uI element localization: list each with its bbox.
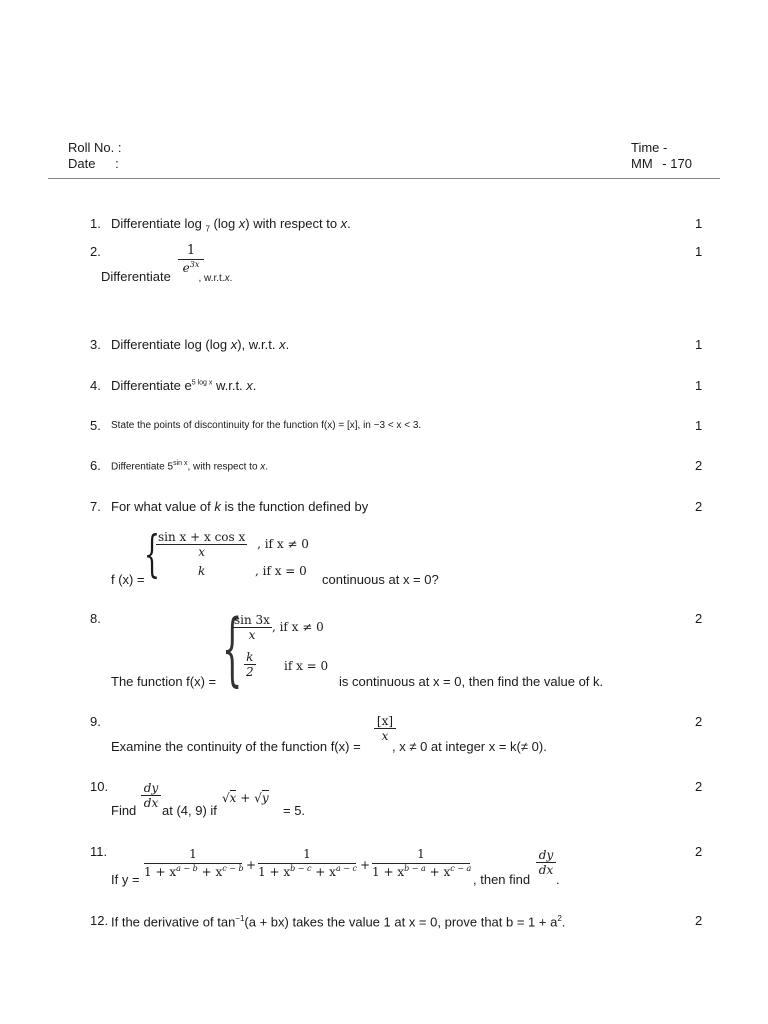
- q9-fraction: [x] x: [374, 714, 396, 743]
- question-text: If y =: [111, 872, 140, 887]
- question-marks: 2: [695, 714, 703, 729]
- q2-frac-den: $e^{3x}$: [182, 260, 200, 275]
- q1-var: x: [238, 216, 246, 231]
- q2-wrt: , w.r.t.x.: [198, 273, 233, 284]
- date-colon: :: [115, 156, 119, 171]
- q1-text-b: (log: [209, 216, 239, 231]
- question-text: If the derivative of $\tan^{-1}(a + bx)$ takes the value 1 at x = 0, prove that $b = 1 + a^2$.: [111, 914, 566, 930]
- q11-end: .: [556, 872, 560, 887]
- q1-end: .: [347, 216, 351, 231]
- q1-var-2: x: [340, 216, 348, 231]
- q10-radicals: √x + √y: [222, 791, 269, 805]
- q11-term1: 1 $1 + x^{a - b} + x^{c - b}$: [144, 847, 244, 879]
- question-marks: 1: [695, 378, 703, 393]
- question-text: [101, 269, 232, 284]
- question-number: 5.: [90, 418, 101, 433]
- q8-case2: $\frac{k}{2}$: [246, 650, 254, 679]
- question-marks: 1: [695, 337, 703, 352]
- mm-value: - 170: [662, 156, 692, 171]
- question-text: Differentiate log (log x), w.r.t. x.: [111, 337, 290, 352]
- q11-term2: 1 $1 + x^{b - c} + x^{a - c}$: [258, 847, 357, 879]
- q10-tail: = 5.: [283, 803, 306, 818]
- q2-text: Differentiate: [101, 269, 175, 284]
- question-number: 10.: [90, 779, 109, 794]
- q7-case2-value: k: [198, 564, 206, 578]
- q7-fx: f (x) =: [111, 572, 145, 587]
- question-marks: 2: [695, 611, 703, 626]
- q1-text: Differentiate log: [111, 216, 206, 231]
- question-marks: 1: [695, 418, 703, 433]
- question-text: For what value of k is the function defined by: [111, 499, 369, 514]
- question-marks: 1: [695, 244, 703, 259]
- q2-frac-num: 1: [178, 243, 204, 260]
- question-text: State the points of discontinuity for the function f(x) = [x], in −3 < x < 3.: [111, 420, 422, 431]
- date-label: [68, 156, 119, 171]
- q11-term3: 1 $1 + x^{b - a} + x^{c - a}$: [372, 847, 472, 879]
- q10-dydx: dy dx: [141, 781, 161, 810]
- question-marks: 2: [695, 913, 703, 928]
- q7-case2-cond: , if x = 0: [255, 564, 307, 578]
- question-text: [111, 216, 351, 234]
- question-marks: 2: [695, 844, 703, 859]
- q9-tail: , x ≠ 0 at integer x = k(≠ 0).: [392, 739, 547, 754]
- question-number: 3.: [90, 337, 101, 352]
- question-number: 1.: [90, 216, 101, 231]
- header-divider: [48, 178, 720, 179]
- q1-subscript: 7: [205, 224, 210, 234]
- question-text: Find: [111, 803, 137, 818]
- question-text: Examine the continuity of the function f(x) =: [111, 739, 361, 754]
- roll-no-label: Roll No. :: [68, 140, 122, 155]
- question-number: 12.: [90, 913, 109, 928]
- question-number: 9.: [90, 714, 101, 729]
- question-marks: 2: [695, 779, 703, 794]
- question-marks: 1: [695, 216, 703, 231]
- date-text: Date: [68, 156, 96, 171]
- question-marks: 2: [695, 458, 703, 473]
- question-number: 4.: [90, 378, 101, 393]
- q8-left-brace: {: [222, 602, 243, 695]
- q8-tail: is continuous at x = 0, then find the value of k.: [339, 674, 604, 689]
- q1-text-c: ) with respect to: [245, 216, 341, 231]
- q11-plus-2: +: [360, 858, 371, 872]
- time-label: Time -: [631, 140, 668, 155]
- question-marks: 2: [695, 499, 703, 514]
- question-text: Differentiate $e^{5 log x}$ w.r.t. x.: [111, 378, 257, 393]
- q8-case2-cond: if x = 0: [284, 659, 329, 673]
- q11-tail: , then find: [473, 872, 531, 887]
- question-number: 2.: [90, 244, 101, 259]
- mm-label: MM: [631, 156, 653, 171]
- q7-tail: continuous at x = 0?: [322, 572, 439, 587]
- q8-case1: $\frac{\sin 3x}{x}$ , if x ≠ 0: [234, 613, 324, 642]
- q7-case1: $\frac{\text{sin x + x cos x}}{x}$ , if x ≠ 0: [158, 530, 309, 559]
- q10-text-b: at (4, 9) if: [162, 803, 217, 818]
- question-number: 11.: [90, 844, 108, 859]
- max-marks: [631, 156, 692, 171]
- question-text: Differentiate $5^{sin x}$, with respect to x.: [111, 460, 269, 473]
- question-number: 7.: [90, 499, 101, 514]
- question-text: The function f(x) =: [111, 674, 217, 689]
- q7-left-brace: {: [144, 525, 160, 583]
- q11-dydx: dy dx: [536, 848, 556, 877]
- q11-plus-1: +: [246, 858, 257, 872]
- question-number: 8.: [90, 611, 101, 626]
- question-number: 6.: [90, 458, 101, 473]
